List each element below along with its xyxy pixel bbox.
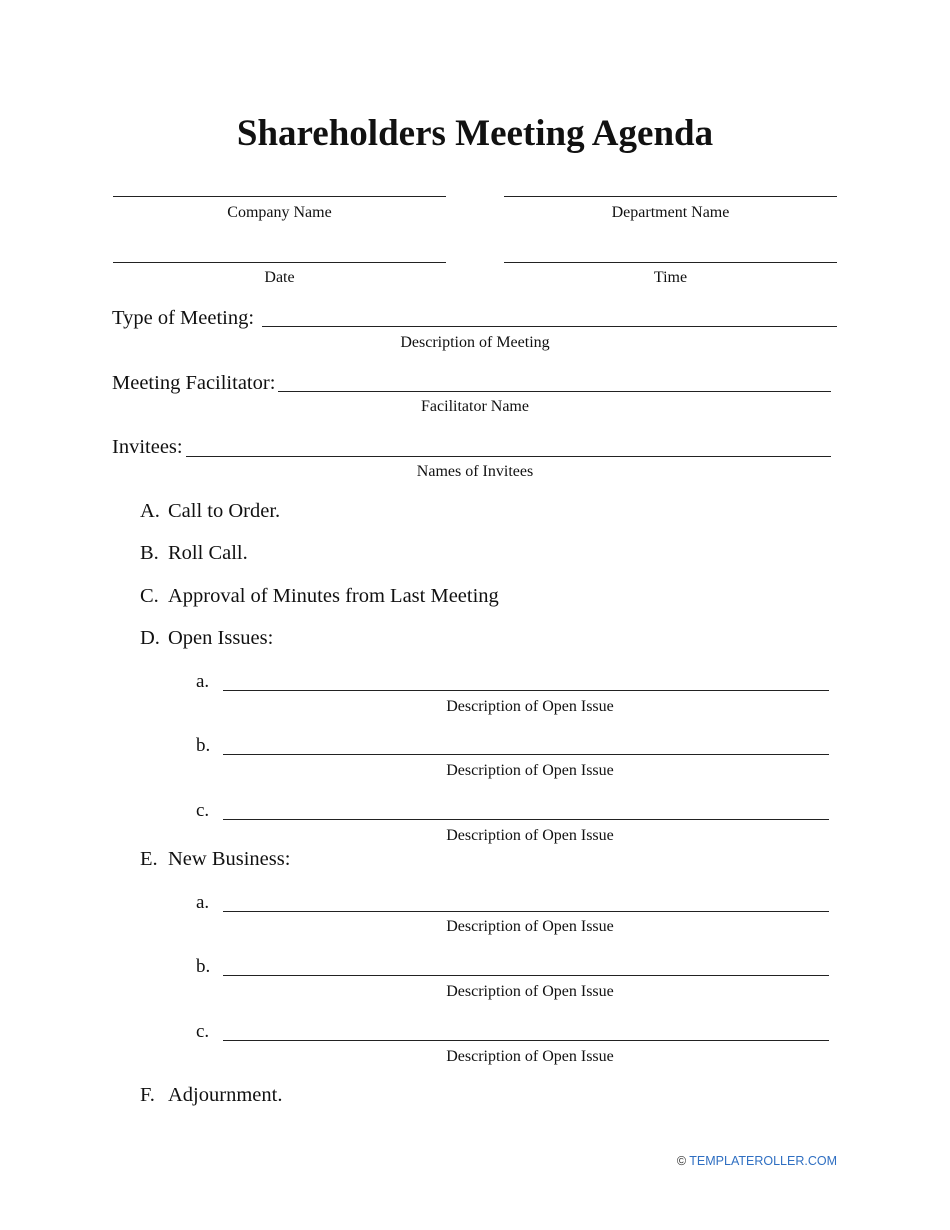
- footer-credit: [677, 1154, 837, 1168]
- agenda-text: New Business:: [168, 848, 291, 870]
- invitees-line[interactable]: [186, 456, 831, 457]
- agenda-marker: B.: [140, 542, 159, 564]
- new-business-caption: Description of Open Issue: [446, 918, 614, 935]
- templateroller-link[interactable]: TEMPLATEROLLER.COM: [689, 1154, 837, 1168]
- agenda-item-open-issues: [140, 625, 273, 651]
- open-issue-line[interactable]: [223, 819, 829, 820]
- agenda-marker: C.: [140, 585, 159, 607]
- agenda-marker: A.: [140, 500, 160, 522]
- open-issue-marker: b.: [196, 735, 211, 756]
- agenda-text: Call to Order.: [168, 500, 281, 522]
- time-caption: Time: [653, 269, 688, 286]
- facilitator-label: Meeting Facilitator:: [112, 372, 276, 394]
- open-issue-caption: Description of Open Issue: [446, 827, 614, 844]
- agenda-marker: D.: [140, 627, 160, 649]
- open-issue-caption: Description of Open Issue: [446, 698, 614, 715]
- agenda-item-adjournment: [140, 1082, 282, 1108]
- facilitator-caption: Facilitator Name: [421, 398, 529, 415]
- open-issue-line[interactable]: [223, 690, 829, 691]
- department-name-caption: Department Name: [611, 204, 730, 221]
- agenda-marker: F.: [140, 1084, 155, 1106]
- open-issue-marker: c.: [196, 800, 210, 821]
- company-name-caption: Company Name: [227, 204, 332, 221]
- open-issue-line[interactable]: [223, 754, 829, 755]
- agenda-item-approval-of-minutes: [140, 583, 499, 609]
- agenda-text: Adjournment.: [168, 1084, 283, 1106]
- new-business-marker: b.: [196, 956, 211, 977]
- type-of-meeting-label: Type of Meeting:: [112, 307, 255, 329]
- new-business-caption: Description of Open Issue: [446, 983, 614, 1000]
- new-business-marker: c.: [196, 1021, 210, 1042]
- agenda-item-call-to-order: [140, 498, 280, 524]
- open-issue-caption: Description of Open Issue: [446, 762, 614, 779]
- new-business-line[interactable]: [223, 911, 829, 912]
- agenda-item-new-business: [140, 846, 290, 872]
- invitees-label: Invitees:: [112, 436, 183, 458]
- type-of-meeting-caption: Description of Meeting: [400, 334, 550, 351]
- new-business-marker: a.: [196, 892, 210, 913]
- agenda-text: Roll Call.: [168, 542, 248, 564]
- new-business-line[interactable]: [223, 975, 829, 976]
- page-title: Shareholders Meeting Agenda: [236, 113, 714, 154]
- date-caption: Date: [264, 269, 295, 286]
- agenda-marker: E.: [140, 848, 158, 870]
- date-line[interactable]: [113, 262, 446, 263]
- facilitator-line[interactable]: [278, 391, 831, 392]
- open-issue-marker: a.: [196, 671, 210, 692]
- invitees-caption: Names of Invitees: [416, 463, 534, 480]
- type-of-meeting-line[interactable]: [262, 326, 837, 327]
- agenda-text: Approval of Minutes from Last Meeting: [168, 585, 499, 607]
- agenda-item-roll-call: [140, 540, 248, 566]
- agenda-text: Open Issues:: [168, 627, 274, 649]
- copyright-symbol: ©: [676, 1154, 687, 1168]
- new-business-caption: Description of Open Issue: [446, 1048, 614, 1065]
- department-name-line[interactable]: [504, 196, 837, 197]
- new-business-line[interactable]: [223, 1040, 829, 1041]
- time-line[interactable]: [504, 262, 837, 263]
- company-name-line[interactable]: [113, 196, 446, 197]
